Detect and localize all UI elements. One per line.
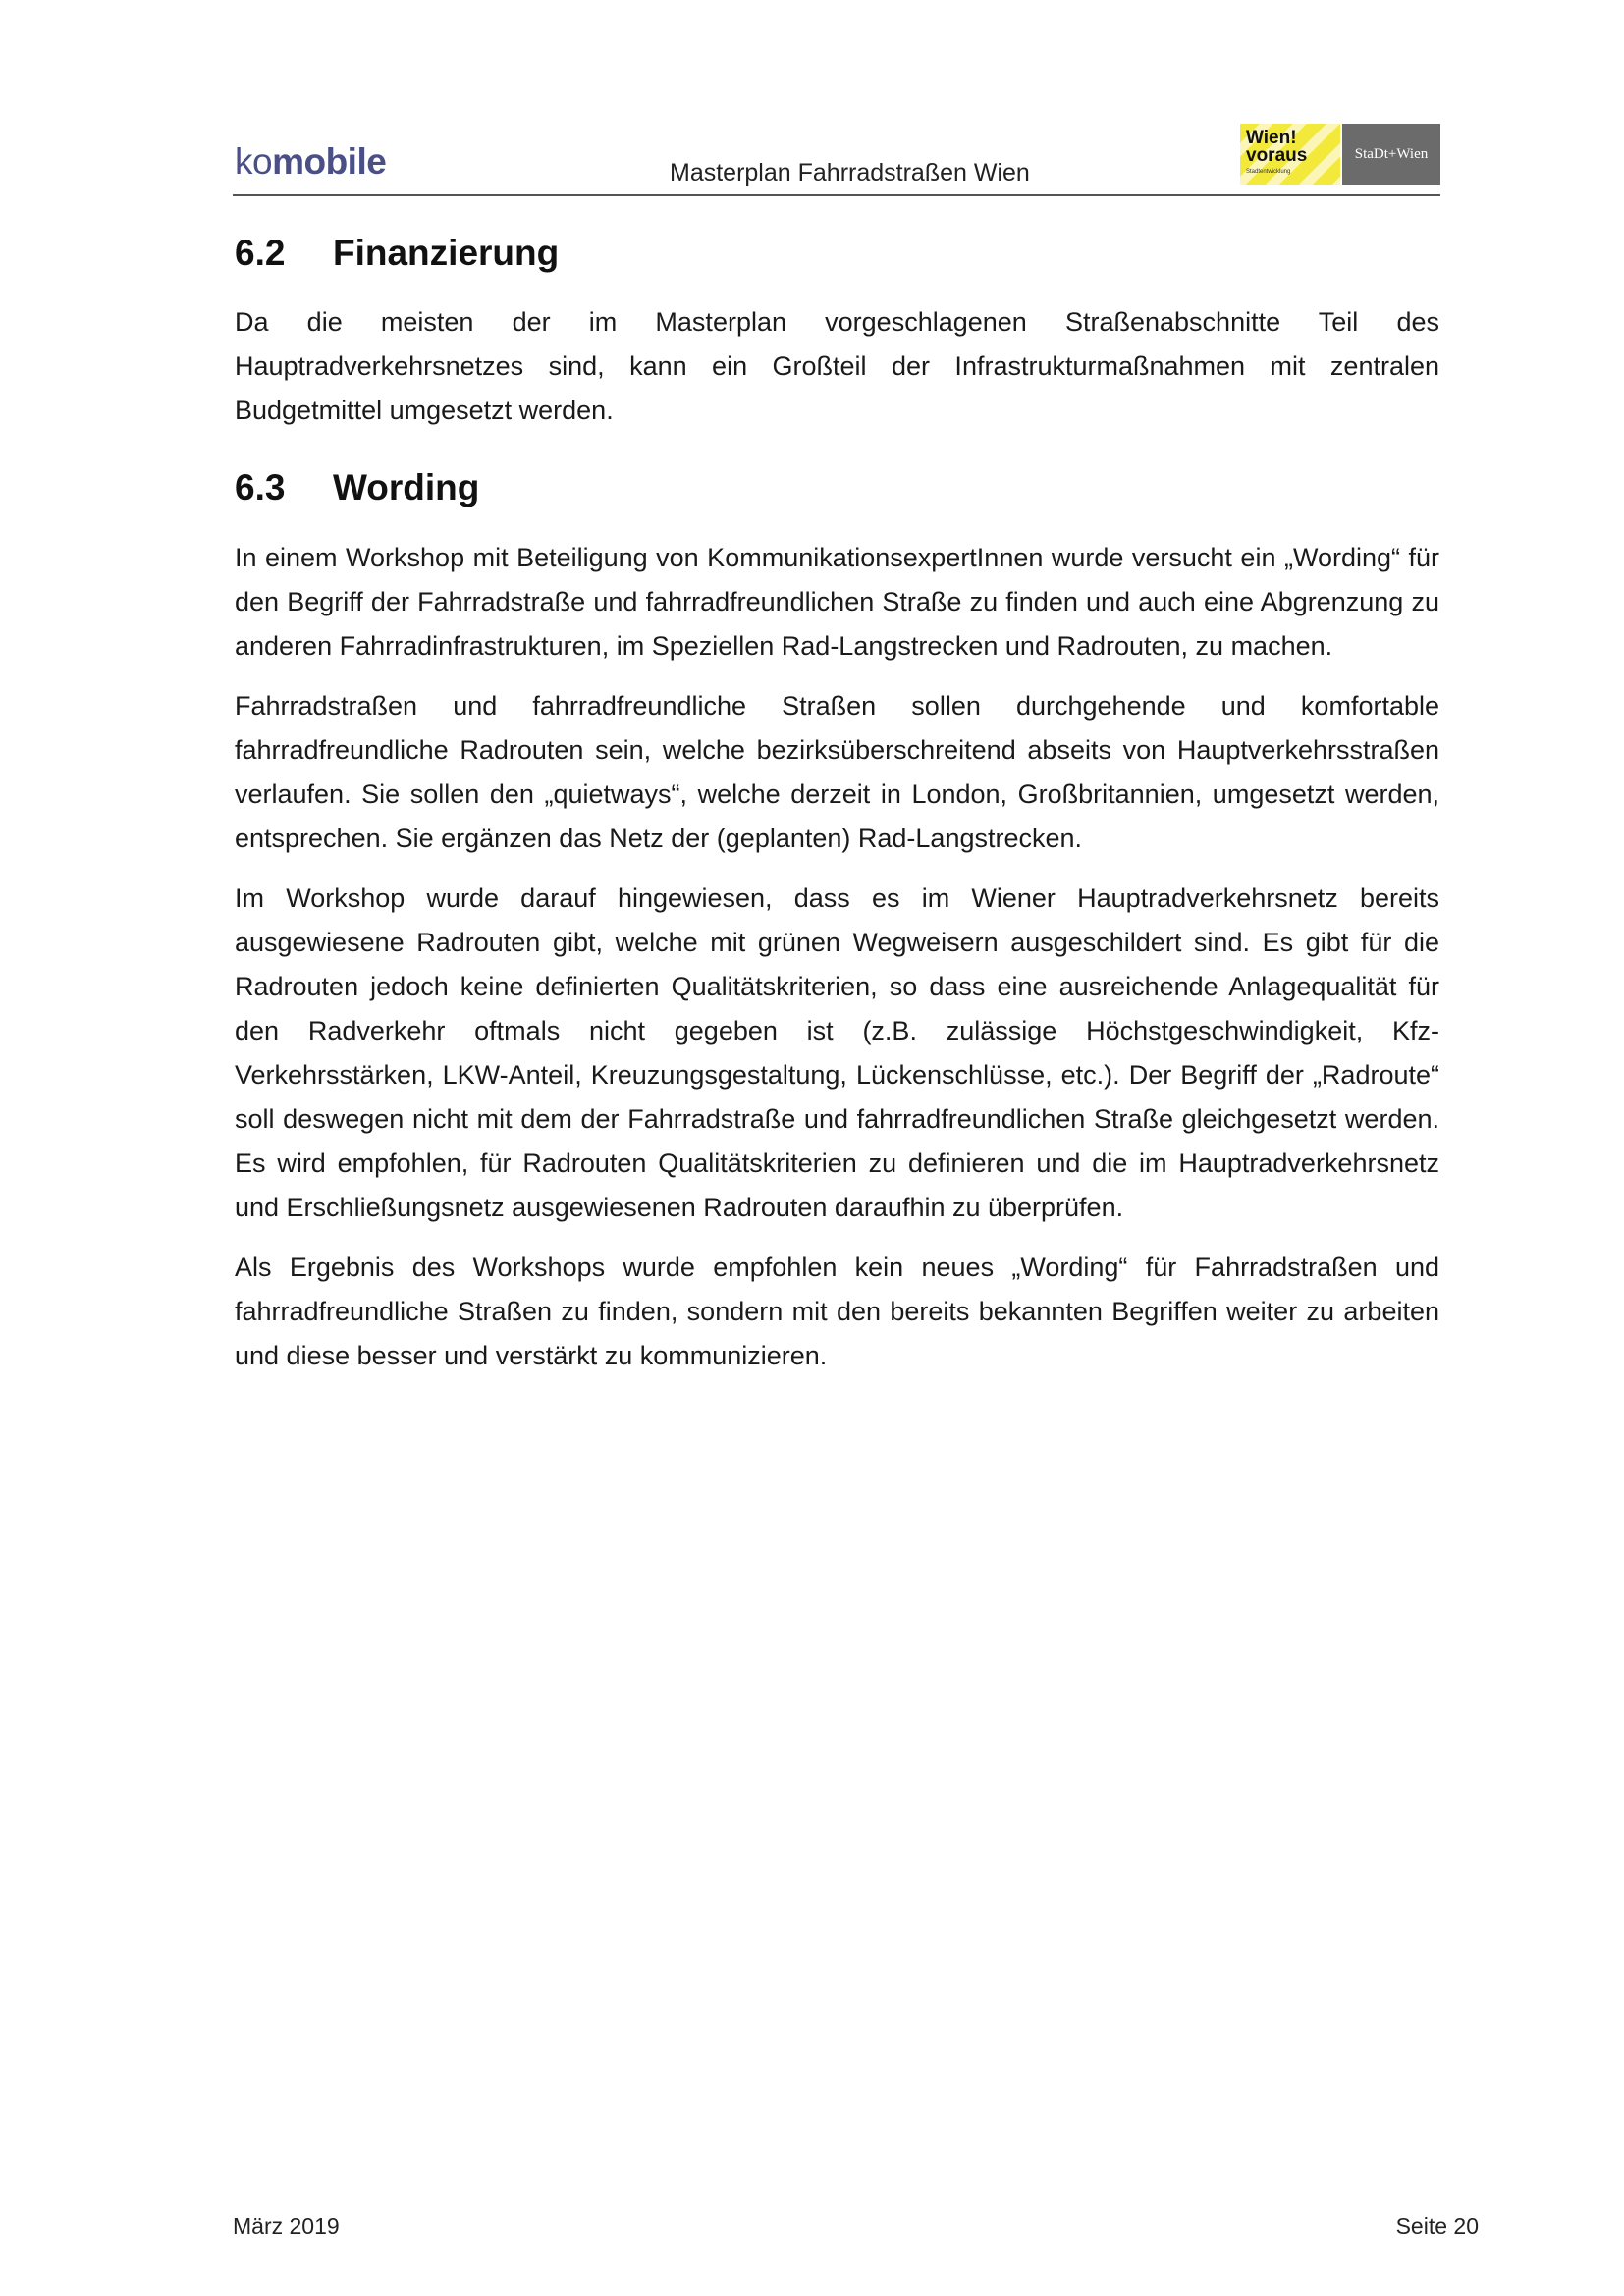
paragraph: In einem Workshop mit Beteiligung von KommunikationsexpertInnen wurde versucht ein „Wording“ für den Begriff der Fahrradstraße und fahrradfreundlichen Straße zu finden und auch eine Abgrenzung zu anderen Fahrradinfrastrukturen, im Speziellen Rad-Langstrecken und Radrouten, zu machen. xyxy=(235,542,1439,661)
stadt-wien-logo: StaDt+Wien xyxy=(1342,124,1440,185)
page-header xyxy=(233,118,1440,196)
section-number: 6.3 xyxy=(235,467,286,508)
section-wording xyxy=(235,466,1439,1377)
wien-voraus-subtitle: Stadtentwicklung xyxy=(1246,169,1291,175)
page-content xyxy=(235,226,1439,1378)
komobile-logo: komobile xyxy=(235,141,387,182)
paragraph: Im Workshop wurde darauf hingewiesen, dass es im Wiener Hauptradverkehrsnetz bereits ausgewiesene Radrouten gibt, welche mit grünen Wegweisern ausgeschildert sind. Es gibt für die Radrouten jedoch keine definierten Qualitätskriterien, so dass eine ausreichende Anlagequalität für den Radverkehr oftmals nicht gegeben ist (z.B. zulässige Höchstgeschwindigkeit, Kfz-Verkehrsstärken, LKW-Anteil, Kreuzungsgestaltung, Lückenschlüsse, etc.). Der Begriff der „Radroute“ soll deswegen nicht mit dem der Fahrradstraße und fahrradfreundlichen Straße gleichgesetzt werden. Es wird empfohlen, für Radrouten Qualitätskriterien zu definieren und die im Hauptradverkehrsnetz und Erschließungsnetz ausgewiesenen Radrouten daraufhin zu überprüfen. xyxy=(235,882,1439,1222)
section-heading xyxy=(235,466,1439,509)
wien-voraus-line2: voraus xyxy=(1246,145,1308,166)
paragraph: Da die meisten der im Masterplan vorgeschlagenen Straßenabschnitte Teil des Hauptradverkehrsnetzes sind, kann ein Großteil der Infrastrukturmaßnahmen mit zentralen Budgetmittel umgesetzt werden. xyxy=(235,307,1439,426)
document-title: Masterplan Fahrradstraßen Wien xyxy=(670,159,1030,187)
footer-date: März 2019 xyxy=(233,2214,340,2239)
paragraph: Fahrradstraßen und fahrradfreundliche Straßen sollen durchgehende und komfortable fahrradfreundliche Radrouten sein, welche bezirksüberschreitend abseits von Hauptverkehrsstraßen verlaufen. Sie sollen den „quietways“, welche derzeit in London, Großbritannien, umgesetzt werden, entsprechen. Sie ergänzen das Netz der (geplanten) Rad-Langstrecken. xyxy=(235,690,1439,853)
section-heading xyxy=(235,232,1439,275)
footer-page-number: Seite 20 xyxy=(1395,2214,1479,2239)
section-title: Wording xyxy=(333,467,480,508)
wien-voraus-logo xyxy=(1240,124,1340,185)
wien-voraus-line1: Wien! xyxy=(1246,128,1297,148)
section-number: 6.2 xyxy=(235,233,286,273)
paragraph: Als Ergebnis des Workshops wurde empfohlen kein neues „Wording“ für Fahrradstraßen und fahrradfreundliche Straßen zu finden, sondern mit den bereits bekannten Begriffen weiter zu arbeiten und diese besser und verstärkt zu kommunizieren. xyxy=(235,1252,1439,1370)
section-finanzierung xyxy=(235,232,1439,433)
section-title: Finanzierung xyxy=(333,233,560,273)
